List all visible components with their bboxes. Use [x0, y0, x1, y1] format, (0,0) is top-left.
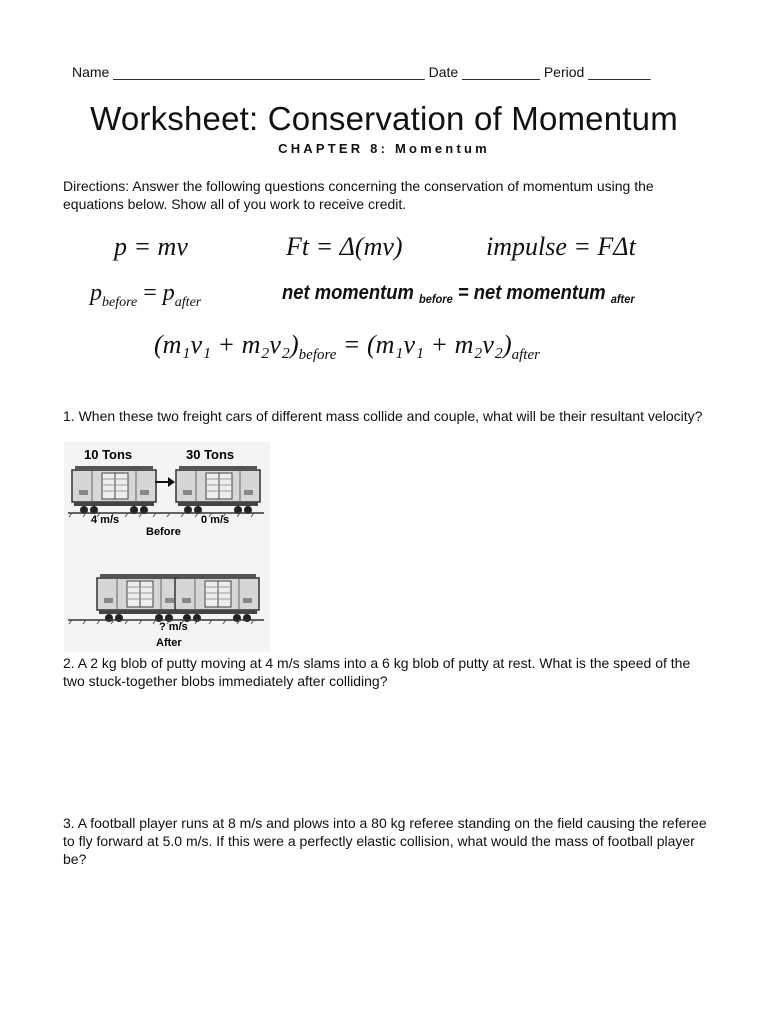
equation-impulse-momentum: Ft = Δ(mv) [286, 232, 403, 261]
net-before-label: before [418, 292, 453, 306]
freight-car-right-after [175, 574, 259, 622]
header-line [72, 64, 650, 80]
p-before-subscript: before [102, 294, 138, 310]
left-speed-label: 4 m/s [91, 514, 120, 526]
after-speed-label: ? m/s [159, 621, 188, 633]
chapter-heading: CHAPTER 8: Momentum [278, 141, 490, 156]
two-body-right-sub: after [511, 347, 540, 364]
freight-car-left-before [72, 466, 156, 514]
name-field[interactable]: ________________________________________ [113, 64, 425, 80]
date-field[interactable]: __________ [462, 64, 540, 80]
question-1: 1. When these two freight cars of different mass collide and couple, what will be their resultant velocity? [63, 408, 703, 424]
right-speed-label: 0 m/s [201, 514, 230, 526]
arrow-icon [155, 477, 175, 487]
freight-car-right-before [176, 466, 260, 514]
equals-sign: = [137, 280, 163, 306]
net-momentum-text: net momentum [282, 282, 414, 304]
equation-net-momentum [282, 282, 635, 306]
freight-car-left-after [97, 574, 181, 622]
period-label: Period [543, 64, 585, 80]
before-label: Before [146, 526, 181, 538]
after-label: After [156, 637, 182, 649]
equation-p-conservation [90, 280, 201, 311]
p-before-symbol: p [90, 280, 102, 306]
question-2: 2. A 2 kg blob of putty moving at 4 m/s slams into a 6 kg blob of putty at rest. What is the speed of the two stuck-together blobs immediately after colliding? [63, 655, 691, 689]
equation-two-body [154, 330, 540, 364]
question-3: 3. A football player runs at 8 m/s and plows into a 80 kg referee standing on the field causing the referee to fly forward at 5.0 m/s. If this were a perfectly elastic collision, what would the mass of football player be? [63, 815, 707, 867]
equation-impulse: impulse = FΔt [486, 232, 636, 261]
equation-momentum: p = mv [114, 232, 188, 261]
freight-car-diagram [64, 442, 270, 652]
net-after-label: after [610, 292, 635, 306]
freight-car-illustration [64, 442, 270, 652]
directions: Directions: Answer the following questions concerning the conservation of momentum using the equations below. Show all of you work to receive credit. [63, 178, 654, 212]
left-car-label: 10 Tons [84, 447, 133, 462]
net-momentum-mid: = net momentum [452, 282, 606, 304]
p-after-symbol: p [162, 280, 175, 306]
p-after-subscript: after [174, 294, 202, 310]
two-body-left-sub: before [298, 347, 337, 364]
right-car-label: 30 Tons [186, 447, 235, 462]
two-body-mid: = (m₁v₁ + m₂v₂) [336, 330, 512, 359]
page-title: Worksheet: Conservation of Momentum [90, 100, 678, 137]
two-body-left: (m₁v₁ + m₂v₂) [154, 330, 299, 359]
name-label: Name [72, 64, 110, 80]
date-label: Date [428, 64, 459, 80]
period-field[interactable]: ________ [588, 64, 651, 80]
